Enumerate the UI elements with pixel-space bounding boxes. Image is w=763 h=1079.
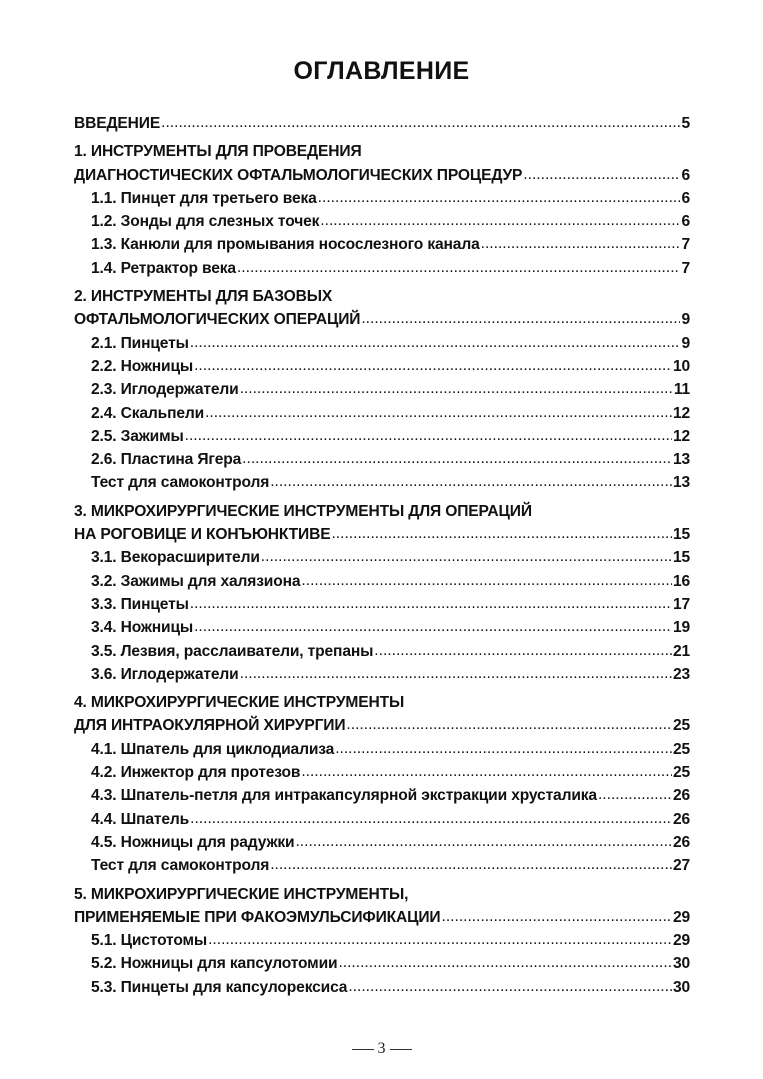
- toc-subentry: [74, 784, 690, 807]
- toc-entry-label: 4.3. Шпатель-петля для интракапсулярной экстракции хрусталика: [91, 787, 597, 805]
- toc-page-number: 10: [672, 357, 690, 375]
- toc-page-number: 25: [672, 764, 690, 782]
- toc-subentry: [74, 976, 690, 999]
- toc-page-number: 13: [672, 451, 690, 469]
- toc-page-number: 9: [681, 334, 690, 352]
- toc-entry-label: 3.1. Векорасширители: [91, 549, 260, 567]
- toc-entry-label: НА РОГОВИЦЕ И КОНЪЮНКТИВЕ: [74, 526, 331, 544]
- toc-page-number: 6: [681, 213, 690, 231]
- toc-section-heading: [74, 308, 690, 331]
- toc-section-heading-line: 2. ИНСТРУМЕНТЫ ДЛЯ БАЗОВЫХ: [74, 288, 333, 306]
- toc-entry-label: 4.1. Шпатель для циклодиализа: [91, 740, 335, 758]
- toc-subentry: [74, 616, 690, 639]
- dot-leader: [481, 232, 681, 255]
- toc-subentry: [74, 929, 690, 952]
- toc-page-number: 25: [672, 717, 690, 735]
- toc-entry-label: 3.2. Зажимы для халязиона: [91, 572, 301, 590]
- footer-dash-left: [352, 1049, 374, 1050]
- dot-leader: [190, 592, 672, 615]
- toc-section-heading: [74, 906, 690, 929]
- dot-leader: [270, 853, 672, 876]
- dot-leader: [190, 331, 681, 354]
- dot-leader: [335, 737, 672, 760]
- toc-entry-label: 3.4. Ножницы: [91, 619, 194, 637]
- dot-leader: [185, 424, 672, 447]
- dot-leader: [346, 713, 672, 736]
- toc-entry-label: 2.1. Пинцеты: [91, 334, 189, 352]
- toc-entry-label: 2.2. Ножницы: [91, 357, 194, 375]
- dot-leader: [523, 163, 680, 186]
- toc-page-number: 25: [672, 740, 690, 758]
- dot-leader: [318, 186, 681, 209]
- dot-leader: [361, 307, 680, 330]
- toc-section-3: [74, 500, 690, 686]
- toc-section-heading-line: 1. ИНСТРУМЕНТЫ ДЛЯ ПРОВЕДЕНИЯ: [74, 143, 362, 161]
- toc-entry-label: 4.2. Инжектор для протезов: [91, 764, 301, 782]
- toc-page-number: 9: [681, 311, 690, 329]
- dot-leader: [598, 783, 672, 806]
- page-title: ОГЛАВЛЕНИЕ: [293, 57, 470, 85]
- dot-leader: [208, 928, 672, 951]
- dot-leader: [190, 807, 672, 830]
- dot-leader: [320, 209, 680, 232]
- toc-entry-label: 2.5. Зажимы: [91, 427, 184, 445]
- toc-page-number: 21: [672, 642, 690, 660]
- toc-section-1: [74, 140, 690, 280]
- toc-entry-label: 4.4. Шпатель: [91, 810, 190, 828]
- toc-intro: [74, 112, 690, 135]
- toc-page-number: 13: [672, 474, 690, 492]
- toc-subentry: [74, 448, 690, 471]
- dot-leader: [194, 354, 672, 377]
- toc-subentry: [74, 952, 690, 975]
- toc-subentry: [74, 402, 690, 425]
- page-footer: [0, 1040, 763, 1058]
- toc-page-number: 27: [672, 857, 690, 875]
- toc-subentry: [74, 425, 690, 448]
- toc-page-number: 23: [672, 665, 690, 683]
- toc-subentry: [74, 257, 690, 280]
- toc-page-number: 12: [672, 427, 690, 445]
- toc-subentry: [74, 808, 690, 831]
- dot-leader: [270, 470, 672, 493]
- toc-page-number: 30: [672, 978, 690, 996]
- toc-page-number: 7: [681, 236, 690, 254]
- toc-page-number: 11: [673, 381, 690, 399]
- toc-subentry: [74, 471, 690, 494]
- toc-entry-label: ДЛЯ ИНТРАОКУЛЯРНОЙ ХИРУРГИИ: [74, 717, 346, 735]
- toc-subentry: [74, 738, 690, 761]
- toc-section-4: [74, 691, 690, 877]
- dot-leader: [205, 401, 672, 424]
- toc-page-number: 15: [672, 526, 690, 544]
- dot-leader: [338, 951, 672, 974]
- toc-entry-label: 1.1. Пинцет для третьего века: [91, 189, 317, 207]
- toc-subentry: [74, 570, 690, 593]
- toc-entry-label: 2.4. Скальпели: [91, 404, 205, 422]
- toc-entry-label: ПРИМЕНЯЕМЫЕ ПРИ ФАКОЭМУЛЬСИФИКАЦИИ: [74, 908, 441, 926]
- dot-leader: [240, 662, 672, 685]
- toc-entry-label: ВВЕДЕНИЕ: [74, 115, 161, 132]
- toc-subentry: [74, 854, 690, 877]
- toc-subentry: [74, 593, 690, 616]
- toc-page-number: 19: [672, 619, 690, 637]
- toc-page-number: 29: [672, 908, 690, 926]
- toc-entry-label: Тест для самоконтроля: [91, 474, 270, 492]
- dot-leader: [348, 975, 672, 998]
- dot-leader: [237, 256, 681, 279]
- toc-subentry: [74, 546, 690, 569]
- dot-leader: [301, 569, 672, 592]
- toc-section-heading: [74, 523, 690, 546]
- toc-page-number: 30: [672, 955, 690, 973]
- toc-subentry: [74, 640, 690, 663]
- toc-page-number: 26: [672, 833, 690, 851]
- toc-entry-label: 3.3. Пинцеты: [91, 595, 189, 613]
- toc-subentry: [74, 378, 690, 401]
- dot-leader: [242, 447, 672, 470]
- toc-page-number: 7: [681, 259, 690, 277]
- dot-leader: [441, 905, 671, 928]
- toc-page-number: 29: [672, 932, 690, 950]
- dot-leader: [301, 760, 672, 783]
- toc-entry-label: 5.2. Ножницы для капсулотомии: [91, 955, 338, 973]
- toc-subentry: [74, 761, 690, 784]
- toc-entry-label: 1.3. Канюли для промывания носослезного канала: [91, 236, 480, 254]
- toc-page-number: 12: [672, 404, 690, 422]
- toc-page-number: 26: [672, 810, 690, 828]
- toc-entry-label: 1.2. Зонды для слезных точек: [91, 213, 320, 231]
- toc-section-2: [74, 285, 690, 495]
- toc-section-heading-line: 4. МИКРОХИРУРГИЧЕСКИЕ ИНСТРУМЕНТЫ: [74, 694, 405, 712]
- toc-entry-label: 3.6. Иглодержатели: [91, 665, 239, 683]
- toc-entry-label: 5.3. Пинцеты для капсулорексиса: [91, 978, 348, 996]
- dot-leader: [240, 377, 673, 400]
- toc-entry-label: Тест для самоконтроля: [91, 857, 270, 875]
- table-of-contents: [74, 112, 690, 1004]
- dot-leader: [261, 545, 672, 568]
- toc-section-heading: [74, 164, 690, 187]
- toc-page-number: 16: [672, 572, 690, 590]
- toc-section-heading-line: 3. МИКРОХИРУРГИЧЕСКИЕ ИНСТРУМЕНТЫ ДЛЯ ОПЕРАЦИЙ: [74, 502, 532, 520]
- toc-subentry: [74, 210, 690, 233]
- toc-page-number: 15: [672, 549, 690, 567]
- toc-entry-label: 3.5. Лезвия, расслаиватели, трепаны: [91, 642, 374, 660]
- toc-page-number: 17: [672, 595, 690, 613]
- toc-entry-label: ОФТАЛЬМОЛОГИЧЕСКИХ ОПЕРАЦИЙ: [74, 311, 361, 329]
- dot-leader: [161, 111, 680, 134]
- toc-section-heading-line: 5. МИКРОХИРУРГИЧЕСКИЕ ИНСТРУМЕНТЫ,: [74, 885, 409, 903]
- toc-page-number: 6: [681, 166, 690, 184]
- toc-section-5: [74, 883, 690, 999]
- toc-entry-label: 1.4. Ретрактор века: [91, 259, 236, 277]
- toc-entry-label: 5.1. Цистотомы: [91, 932, 208, 950]
- toc-subentry: [74, 332, 690, 355]
- toc-page-number: 6: [681, 189, 690, 207]
- toc-entry-intro: [74, 112, 690, 135]
- dot-leader: [295, 830, 672, 853]
- toc-page-number: 5: [681, 115, 690, 132]
- toc-subentry: [74, 233, 690, 256]
- dot-leader: [331, 522, 672, 545]
- footer-dash-right: [390, 1049, 412, 1050]
- toc-entry-label: ДИАГНОСТИЧЕСКИХ ОФТАЛЬМОЛОГИЧЕСКИХ ПРОЦЕДУР: [74, 166, 523, 184]
- toc-subentry: [74, 663, 690, 686]
- page-number: 3: [377, 1040, 386, 1057]
- toc-subentry: [74, 831, 690, 854]
- toc-page-number: 26: [672, 787, 690, 805]
- dot-leader: [374, 639, 672, 662]
- toc-subentry: [74, 187, 690, 210]
- toc-entry-label: 2.3. Иглодержатели: [91, 381, 239, 399]
- toc-entry-label: 2.6. Пластина Ягера: [91, 451, 242, 469]
- toc-section-heading: [74, 714, 690, 737]
- dot-leader: [194, 615, 672, 638]
- toc-entry-label: 4.5. Ножницы для радужки: [91, 833, 295, 851]
- toc-subentry: [74, 355, 690, 378]
